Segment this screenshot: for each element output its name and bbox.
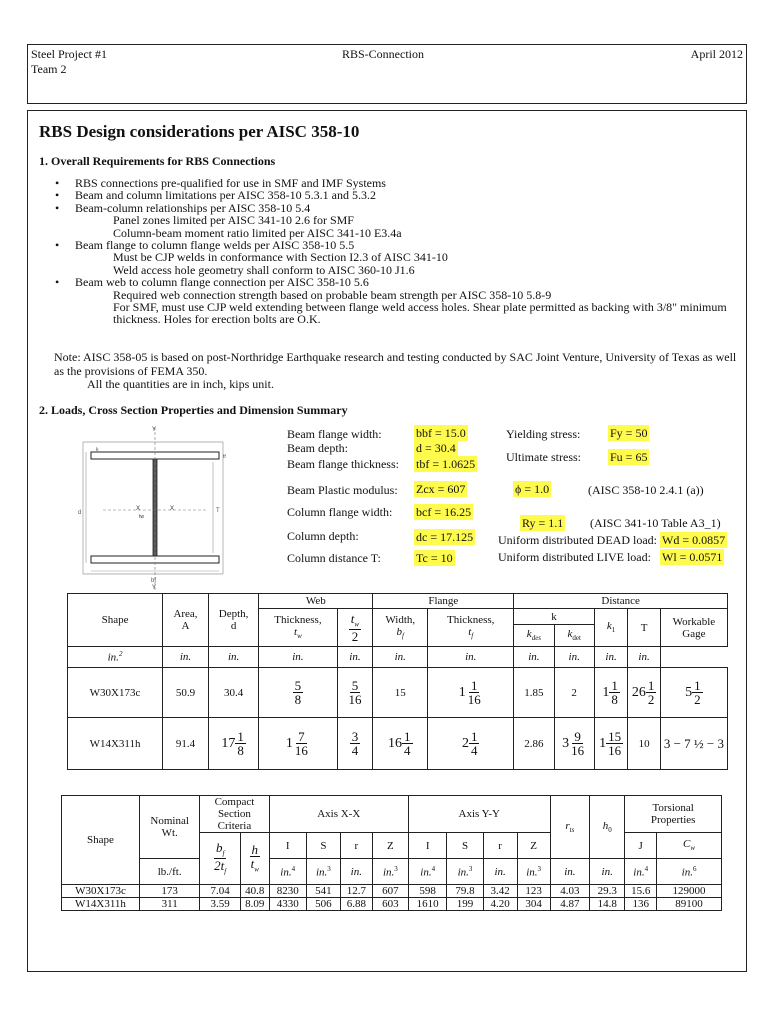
column-flange-width-label: Column flange width: xyxy=(287,505,393,519)
header-rts: $r_{ts}$ xyxy=(550,796,590,859)
yield-stress-label: Yielding stress: xyxy=(506,427,581,441)
section-properties-table: Shape Nominal Wt. Compact Section Criteria Axis X-X Axis Y-Y $r_{ts}$ $h_0$ Torsional Properties $\frac{b_f}{2t_f}$ $\frac{h}{t_w}$ I S r Z I S r Z J $C_w$ lb./ft. in.$^4$ in.$^3$ in. in.$^3$ in.$^4$ in.$^3$ in. in.$^3$ in. in. in.$^4$ in.$^6$ W30X173c 173 7.04 40.8 8230 541 12.7 607 598 79.8 3.42 123 4.03 29.3 15.6 129000 W14X311h 311 3.59 8.09 4330 506 6.88 603 1610 199 4.20 304 4.87 14.8 136 89100 xyxy=(61,795,722,911)
project-name: Steel Project #1 xyxy=(31,47,107,61)
plastic-modulus-value: Zcx = 607 xyxy=(416,482,466,496)
diagram-label-t: T xyxy=(216,508,220,514)
header-axis-y: Axis Y-Y xyxy=(408,796,550,833)
header-center-title: RBS-Connection xyxy=(342,47,425,61)
header-workable-gage: Workable Gage xyxy=(660,609,727,647)
beam-flange-width-value: bbf = 15.0 xyxy=(416,426,466,440)
column-depth-label: Column depth: xyxy=(287,529,359,543)
ry-reference: (AISC 341-10 Table A3_1) xyxy=(590,516,721,530)
header-web-thickness: Thickness, $t_w$ xyxy=(259,609,337,647)
header-shape: Shape xyxy=(62,796,140,885)
diagram-label-x-left: X xyxy=(136,506,141,512)
header-flange-thickness: Thickness, $t_f$ xyxy=(428,609,514,647)
yield-stress-value: Fy = 50 xyxy=(610,426,648,440)
live-load-label: Uniform distributed LIVE load: xyxy=(498,550,651,564)
header-k: k xyxy=(514,609,595,625)
header-axis-x: Axis X-X xyxy=(269,796,408,833)
i-beam-cross-section-diagram xyxy=(48,424,238,594)
header-date: April 2012 xyxy=(690,47,743,61)
list-subitem: Required web connection strength based on probable beam strength per AISC 358-10 5.8-9 xyxy=(113,287,552,302)
list-subitem: Panel zones limited per AISC 341-10 2.6 for SMF xyxy=(113,213,354,228)
beam-flange-thickness-label: Beam flange thickness: xyxy=(287,457,399,471)
document-title: RBS Design considerations per AISC 358-10 xyxy=(39,122,360,141)
list-subitem: Must be CJP welds in conformance with Section I2.3 of AISC 341-10 xyxy=(113,250,448,265)
beam-depth-label: Beam depth: xyxy=(287,441,348,455)
note-text xyxy=(54,351,744,392)
requirements-list xyxy=(48,177,748,326)
ry-value: Ry = 1.1 xyxy=(522,516,564,530)
table-row: W30X173c 50.9 30.4 $\frac{5}{8}$ $\frac{5}{16}$ 15 1 $\frac{1}{16}$ 1.85 2 1 $\frac{1}{8}$ 26 $\frac{1}{2}$ 5 $\frac{1}{2}$ xyxy=(68,668,728,718)
column-distance-value: Tc = 10 xyxy=(416,551,453,565)
list-subitem: Column-beam moment ratio limited per AISC 341-10 E3.4a xyxy=(113,225,402,240)
diagram-label-bf: bf xyxy=(151,578,157,584)
header-t: T xyxy=(628,609,660,647)
column-depth-value: dc = 17.125 xyxy=(416,530,474,544)
diagram-label-y-bottom: Y xyxy=(152,585,157,591)
header-area: Area, A xyxy=(163,594,209,647)
header-tw-half: $\frac{t_w}{2}$ xyxy=(337,609,373,647)
list-item: • Beam web to column flange connection per AISC 358-10 5.6 xyxy=(55,275,369,290)
beam-flange-width-label: Beam flange width: xyxy=(287,427,382,441)
list-item: • Beam flange to column flange welds per AISC 358-10 5.5 xyxy=(55,238,355,253)
phi-value: ϕ = 1.0 xyxy=(515,482,550,496)
diagram-label-tf: tf xyxy=(223,454,226,460)
dead-load-label: Uniform distributed DEAD load: xyxy=(498,533,657,547)
table-row: W14X311h 311 3.59 8.09 4330 506 6.88 603 1610 199 4.20 304 4.87 14.8 136 89100 xyxy=(62,898,722,911)
header-depth: Depth, d xyxy=(208,594,258,647)
beam-flange-thickness-value: tbf = 1.0625 xyxy=(416,457,476,471)
ultimate-stress-value: Fu = 65 xyxy=(610,450,648,464)
diagram-label-x-right: X xyxy=(170,506,175,512)
dead-load-value: Wd = 0.0857 xyxy=(662,533,726,547)
team-name: Team 2 xyxy=(31,62,67,76)
list-subitem: For SMF, must use CJP weld extending between flange weld access holes. Shear plate permitted as backing with 3/8" minimum thickness. Holes for erection bolts are O.K. xyxy=(113,300,727,327)
plastic-modulus-label: Beam Plastic modulus: xyxy=(287,483,398,497)
table-row: W14X311h 91.4 17 $\frac{1}{8}$ 1 $\frac{7}{16}$ $\frac{3}{4}$ 16 $\frac{1}{4}$ 2 $\frac{1}{4}$ 2.86 3 $\frac{9}{16}$ 1 $\frac{15}{16}$ 10 3 − 7 ½ − 3 xyxy=(68,718,728,770)
header-k1: $k_1$ xyxy=(594,609,628,647)
diagram-label-tw: tw xyxy=(139,514,144,520)
units-note: All the quantities are in inch, kips unit. xyxy=(87,377,274,391)
page-header xyxy=(27,44,747,104)
section-dimensions-table: Shape Area, A Depth, d Web Flange Distance Thickness, $t_w$ $\frac{t_w}{2}$ Width, $b_f$ Thickness, $t_f$ k $k_1$ T Workable Gage $k_{des}$ $k_{det}$ in.$^2$ in. in. in. in. in. in. in. in. in. in. W30X173c 50.9 30.4 $\frac{5}{8}$ $\frac{5}{16}$ 15 1 $\frac{1}{16}$ 1.85 2 1 $\frac{1}{8}$ 26 $\frac{1}{2}$ 5 $\frac{1}{2}$ W14X311h 91.4 17 $\frac{1}{8}$ 1 $\frac{7}{16}$ $\frac{3}{4}$ 16 $\frac{1}{4}$ 2 $\frac{1}{4}$ 2.86 3 $\frac{9}{16}$ 1 $\frac{15}{16}$ 10 3 − 7 ½ − 3 xyxy=(67,593,728,770)
header-web: Web xyxy=(259,594,373,609)
note-paragraph: Note: AISC 358-05 is based on post-Northridge Earthquake research and testing conducted by SAC Joint Venture, University of Texas as well as the provisions of FEMA 350. xyxy=(54,350,737,378)
main-content xyxy=(27,110,747,972)
ultimate-stress-label: Ultimate stress: xyxy=(506,450,581,464)
phi-reference: (AISC 358-10 2.4.1 (a)) xyxy=(588,483,704,497)
list-item: • Beam and column limitations per AISC 358-10 5.3.1 and 5.3.2 xyxy=(55,188,376,203)
list-item: • Beam-column relationships per AISC 358-10 5.4 xyxy=(55,200,311,215)
header-flange: Flange xyxy=(373,594,514,609)
header-kdet: $k_{det}$ xyxy=(554,625,594,647)
header-shape: Shape xyxy=(68,594,163,647)
live-load-value: Wl = 0.0571 xyxy=(662,550,723,564)
diagram-label-y-top: Y xyxy=(152,427,157,433)
diagram-label-k: k xyxy=(96,447,99,453)
header-nominal-wt: Nominal Wt. xyxy=(139,796,199,859)
section1-heading: 1. Overall Requirements for RBS Connections xyxy=(39,154,276,168)
header-h-tw: $\frac{h}{t_w}$ xyxy=(240,833,269,885)
header-h0: $h_0$ xyxy=(590,796,625,859)
header-flange-width: Width, $b_f$ xyxy=(373,609,428,647)
column-distance-label: Column distance T: xyxy=(287,551,381,565)
beam-depth-value: d = 30.4 xyxy=(416,441,456,455)
header-distance: Distance xyxy=(514,594,728,609)
table-row: W30X173c 173 7.04 40.8 8230 541 12.7 607 598 79.8 3.42 123 4.03 29.3 15.6 129000 xyxy=(62,885,722,898)
column-flange-width-value: bcf = 16.25 xyxy=(416,505,472,519)
list-subitem: Weld access hole geometry shall conform to AISC 360-10 J1.6 xyxy=(113,262,415,277)
diagram-label-d: d xyxy=(78,510,82,516)
list-item: • RBS connections pre-qualified for use in SMF and IMF Systems xyxy=(55,176,386,190)
header-kdes: $k_{des}$ xyxy=(514,625,554,647)
header-compact: Compact Section Criteria xyxy=(200,796,269,833)
header-bf-2tf: $\frac{b_f}{2t_f}$ xyxy=(200,833,241,885)
section2-heading: 2. Loads, Cross Section Properties and Dimension Summary xyxy=(39,403,348,417)
header-torsional: Torsional Properties xyxy=(625,796,722,833)
